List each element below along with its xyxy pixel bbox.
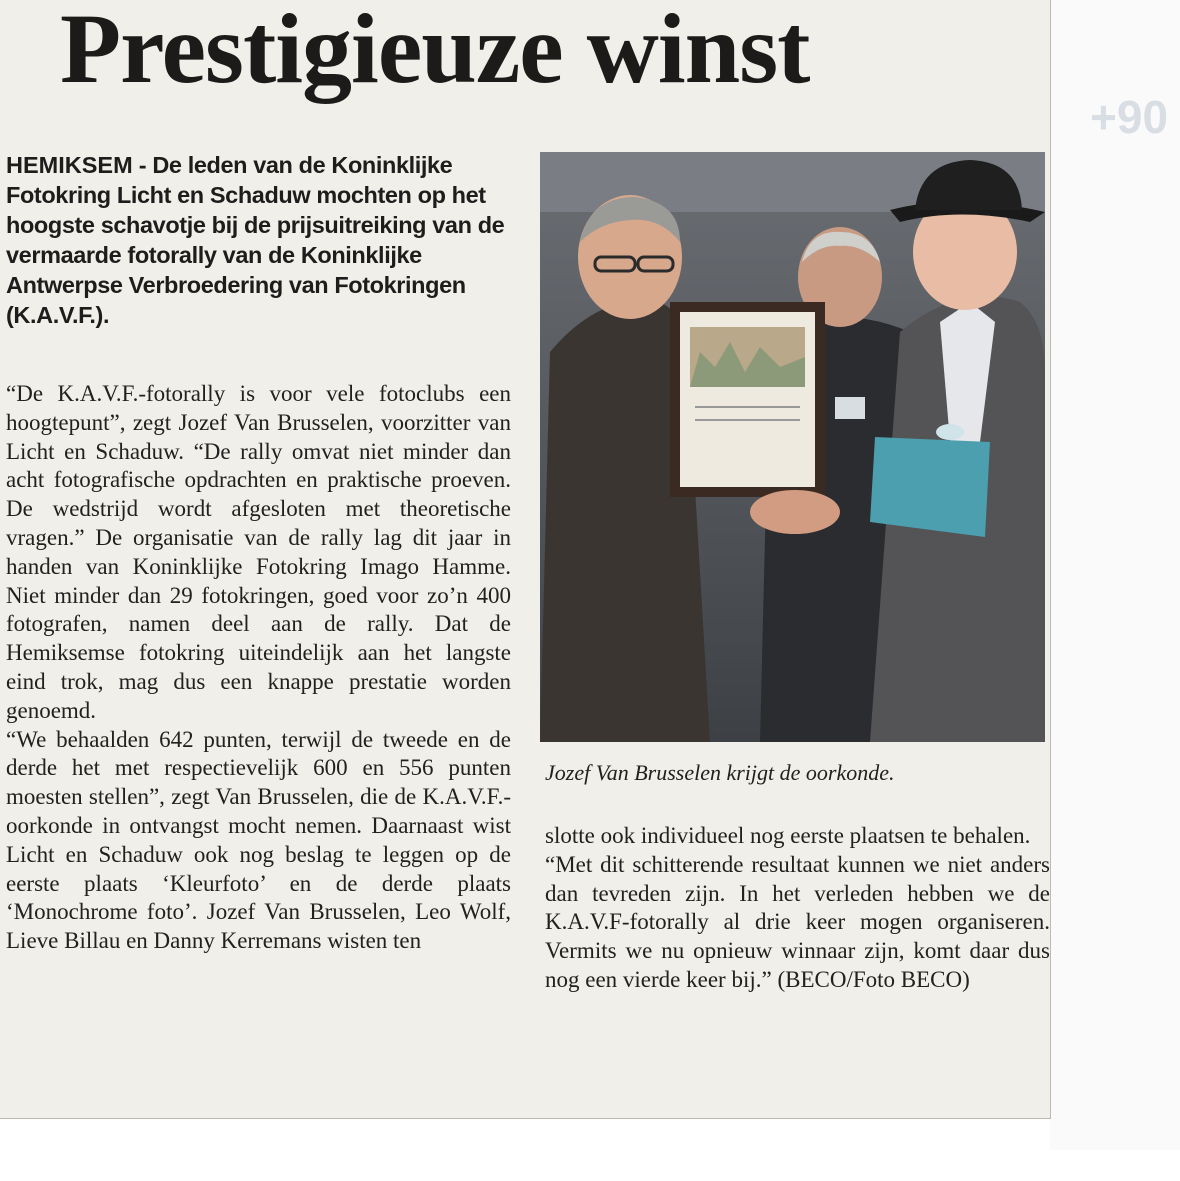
- dateline: HEMIKSEM: [6, 152, 133, 178]
- body-paragraph: “Met dit schitterende resultaat kunnen we niet anders dan tevreden zijn. In het verleden hebben we de K.A.V.F-fotorally al drie keer mogen organiseren. Vermits we nu opnieuw winnaar zijn, komt daar dus nog een vierde keer bij.” (BECO/Foto BECO): [545, 851, 1050, 992]
- body-paragraph: “We behaalden 642 punten, terwijl de tweede en de derde het met respectievelijk 600 en 556 punten moesten stellen”, zegt Van Brusselen, die de K.A.V.F.-oorkonde in ontvangst mocht nemen. Daarnaast wist Licht en Schaduw ook nog beslag te leggen op de eerste plaats ‘Kleurfoto’ en de derde plaats ‘Monochrome foto’. Jozef Van Brusselen, Leo Wolf, Lieve Billau en Danny Kerremans wisten ten: [6, 726, 511, 954]
- body-paragraph: “De K.A.V.F.-fotorally is voor vele fotoclubs een hoogtepunt”, zegt Jozef Van Brusselen, voorzitter van Licht en Schaduw. “De rally omvat niet minder dan acht fotografische opdrachten en praktische proeven. De wedstrijd wordt afgesloten met theoretische vragen.” De organisatie van de rally lag dit jaar in handen van Koninklijke Fotokring Imago Hamme. Niet minder dan 29 fotokringen, goed voor zo’n 400 fotografen, namen deel aan de rally. Dat de Hemiksemse fotokring uiteindelijk aan het langste eind trok, mag dus een knappe prestatie worden genoemd.: [6, 381, 511, 723]
- scan-margin: [1050, 0, 1180, 1150]
- article-photo: [540, 152, 1045, 742]
- handshake: [750, 490, 840, 534]
- body-paragraph: slotte ook individueel nog eerste plaatsen te behalen.: [545, 823, 1031, 848]
- bleed-through-text: +90: [1090, 91, 1169, 143]
- framed-certificate: [670, 302, 825, 497]
- headline: Prestigieuze winst: [60, 0, 810, 104]
- body-column-left: [6, 380, 511, 956]
- body-column-right: [545, 822, 1050, 995]
- lead-text: - De leden van de Koninklijke Fotokring Licht en Schaduw mochten op het hoogste schavotje bij de prijsuitreiking van de vermaarde fotorally van de Koninklijke Antwerpse Verbroedering van Fotokringen (K.A.V.F.).: [6, 152, 505, 328]
- photo-illustration: [540, 152, 1045, 742]
- photo-caption: Jozef Van Brusselen krijgt de oorkonde.: [545, 760, 895, 785]
- lead-paragraph: [6, 150, 511, 330]
